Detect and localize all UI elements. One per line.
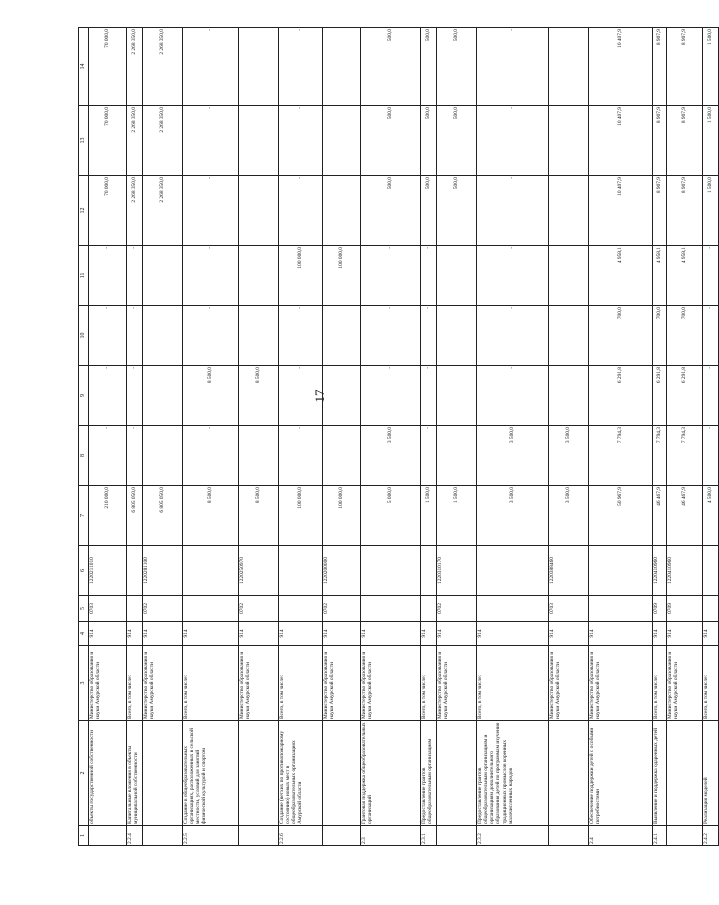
cell-no: 2.4.2	[702, 826, 718, 846]
cell-rzpr: 0703	[88, 596, 126, 622]
cell-c8	[238, 426, 278, 486]
cell-c11: -	[702, 246, 718, 306]
cell-no: 2.3.1	[420, 826, 436, 846]
cell-exec: Всего, в том числе:	[476, 646, 548, 721]
cell-c7: 3 500,0	[548, 486, 588, 546]
cell-c7: 100 000,0	[278, 486, 322, 546]
cell-c9: -	[278, 366, 322, 426]
cell-c7: 4 500,0	[702, 486, 718, 546]
budget-table-area	[78, 28, 714, 846]
cell-csr	[702, 546, 718, 596]
cell-grbs: 914	[182, 622, 238, 646]
cell-c12: 2 268 350,0	[126, 176, 142, 246]
cell-exec: Министерство образования и науки Амурской области	[238, 646, 278, 721]
cell-no: 2.4.1	[652, 826, 666, 846]
table-row	[588, 28, 652, 846]
cell-c9: -	[88, 366, 126, 426]
cell-c14: 2 268 350,0	[126, 28, 142, 106]
cell-c9: -	[702, 366, 718, 426]
cell-c8: 3 500,0	[476, 426, 548, 486]
cell-rzpr: 0702	[142, 596, 182, 622]
cell-grbs: 914	[142, 622, 182, 646]
cell-c11	[238, 246, 278, 306]
cell-c13	[238, 106, 278, 176]
cell-c11: -	[420, 246, 436, 306]
cell-c9: 8 500,0	[182, 366, 238, 426]
cell-c10: -	[182, 306, 238, 366]
cell-c13	[548, 106, 588, 176]
cell-exec: Всего, в том числе:	[702, 646, 718, 721]
cell-c12: 500,0	[436, 176, 476, 246]
table-row	[142, 28, 182, 846]
cell-c10: -	[702, 306, 718, 366]
page-number: 17	[312, 389, 327, 403]
cell-csr	[588, 546, 652, 596]
cell-c7: 3 500,0	[476, 486, 548, 546]
cell-c9	[436, 366, 476, 426]
cell-rzpr	[420, 596, 436, 622]
cell-c11: -	[126, 246, 142, 306]
cell-rzpr	[360, 596, 420, 622]
cell-csr: 1220211010	[88, 546, 126, 596]
header-cell: 13	[79, 106, 89, 176]
cell-c8	[322, 426, 360, 486]
cell-c8	[142, 426, 182, 486]
cell-exec: Министерство образования и науки Амурской области	[88, 646, 126, 721]
cell-name	[436, 721, 476, 826]
cell-c12: 2 268 350,0	[142, 176, 182, 246]
cell-no: 2.2.6	[278, 826, 322, 846]
header-row	[79, 28, 89, 846]
cell-name: Создание в общеобразовательных организациях, расположенных в сельской местности, условий для занятий физической культурой и спортом	[182, 721, 238, 826]
cell-name	[142, 721, 182, 826]
cell-c8: 7 794,3	[666, 426, 702, 486]
cell-grbs: 914	[238, 622, 278, 646]
cell-exec: Всего, в том числе:	[126, 646, 142, 721]
cell-c9: -	[126, 366, 142, 426]
cell-c14: -	[182, 28, 238, 106]
cell-name: Реализация моделей	[702, 721, 718, 826]
cell-c10	[238, 306, 278, 366]
cell-c13: -	[476, 106, 548, 176]
cell-c9: 6 291,8	[588, 366, 652, 426]
cell-c11	[436, 246, 476, 306]
cell-c11	[142, 246, 182, 306]
header-cell: 1	[79, 826, 89, 846]
cell-c14: -	[476, 28, 548, 106]
table-row	[436, 28, 476, 846]
cell-rzpr	[278, 596, 322, 622]
cell-c7: 50 967,9	[588, 486, 652, 546]
cell-c12: 500,0	[360, 176, 420, 246]
cell-no: 2.3.2	[476, 826, 548, 846]
table-row	[126, 28, 142, 846]
header-cell: 8	[79, 426, 89, 486]
header-cell: 11	[79, 246, 89, 306]
cell-c11: -	[182, 246, 238, 306]
cell-c13: 500,0	[360, 106, 420, 176]
cell-c8: 7 794,3	[588, 426, 652, 486]
cell-c7: 6 805 050,0	[126, 486, 142, 546]
cell-name: Капитальные вложения в объекты муниципальной собственности	[126, 721, 142, 826]
cell-name: объекты государственной собственности	[88, 721, 126, 826]
cell-c12	[548, 176, 588, 246]
cell-grbs: 914	[88, 622, 126, 646]
cell-c14: 500,0	[420, 28, 436, 106]
cell-c12: 8 907,9	[652, 176, 666, 246]
cell-no	[666, 826, 702, 846]
cell-name	[666, 721, 702, 826]
cell-c14	[322, 28, 360, 106]
header-cell: 7	[79, 486, 89, 546]
cell-c7: 46 467,9	[652, 486, 666, 546]
cell-no: 2.2.5	[182, 826, 238, 846]
cell-c11: -	[360, 246, 420, 306]
cell-c14: 2 268 350,0	[142, 28, 182, 106]
cell-c7: 6 805 050,0	[142, 486, 182, 546]
cell-csr	[420, 546, 436, 596]
table-row	[88, 28, 126, 846]
cell-c12: -	[182, 176, 238, 246]
cell-rzpr: 0702	[238, 596, 278, 622]
cell-c10	[436, 306, 476, 366]
cell-no	[548, 826, 588, 846]
cell-exec: Министерство образования и науки Амурской области	[360, 646, 420, 721]
cell-c12	[238, 176, 278, 246]
table-row	[238, 28, 278, 846]
cell-c9: -	[476, 366, 548, 426]
cell-c13: 70 000,0	[88, 106, 126, 176]
cell-c7: 210 000,0	[88, 486, 126, 546]
table-row	[420, 28, 436, 846]
cell-no	[436, 826, 476, 846]
cell-rzpr: 0709	[666, 596, 702, 622]
header-cell: 6	[79, 546, 89, 596]
cell-c9	[322, 366, 360, 426]
cell-c8	[436, 426, 476, 486]
cell-grbs: 914	[420, 622, 436, 646]
cell-csr	[126, 546, 142, 596]
table-row	[702, 28, 718, 846]
cell-exec: Министерство образования и науки Амурской области	[588, 646, 652, 721]
cell-c8: -	[88, 426, 126, 486]
cell-grbs: 914	[588, 622, 652, 646]
cell-exec: Министерство образования и науки Амурской области	[142, 646, 182, 721]
cell-grbs: 914	[652, 622, 666, 646]
cell-c13	[322, 106, 360, 176]
cell-c10: -	[360, 306, 420, 366]
cell-c7: 8 500,0	[238, 486, 278, 546]
cell-c7: 46 467,9	[666, 486, 702, 546]
cell-csr: 1220310170	[436, 546, 476, 596]
cell-c10: -	[278, 306, 322, 366]
cell-grbs: 914	[278, 622, 322, 646]
cell-c14: -	[278, 28, 322, 106]
cell-c11	[548, 246, 588, 306]
cell-c10: -	[420, 306, 436, 366]
cell-c10: -	[126, 306, 142, 366]
header-cell: 5	[79, 596, 89, 622]
cell-c13: 10 407,9	[588, 106, 652, 176]
cell-c13: 2 268 350,0	[126, 106, 142, 176]
cell-c9: -	[420, 366, 436, 426]
cell-c9: 6 291,8	[652, 366, 666, 426]
cell-rzpr	[702, 596, 718, 622]
cell-csr: 1220410960	[666, 546, 702, 596]
cell-c12: 8 907,9	[666, 176, 702, 246]
cell-csr: 1220200000	[322, 546, 360, 596]
cell-grbs: 914	[702, 622, 718, 646]
cell-csr: 1220410960	[652, 546, 666, 596]
cell-c7: 1 500,0	[436, 486, 476, 546]
cell-exec: Всего, в том числе:	[182, 646, 238, 721]
cell-c8: -	[182, 426, 238, 486]
cell-exec: Министерство образования и науки Амурской области	[322, 646, 360, 721]
table-row	[548, 28, 588, 846]
cell-c11: -	[476, 246, 548, 306]
cell-c8: 3 500,0	[548, 426, 588, 486]
table-row	[360, 28, 420, 846]
header-cell: 12	[79, 176, 89, 246]
cell-c11: -	[88, 246, 126, 306]
cell-c13: 500,0	[420, 106, 436, 176]
cell-name: Предоставление грантов общеобразовательным организациям	[420, 721, 436, 826]
cell-name: Создание (ветхих по противопожарному состоянию) новых мест в общеобразовательных организациях Амурской области	[278, 721, 322, 826]
cell-c14	[238, 28, 278, 106]
cell-exec: Всего, в том числе:	[278, 646, 322, 721]
cell-no	[322, 826, 360, 846]
cell-c10	[142, 306, 182, 366]
cell-c8: 3 500,0	[360, 426, 420, 486]
cell-c12: 1 500,0	[702, 176, 718, 246]
cell-c11: 100 000,0	[278, 246, 322, 306]
cell-c9: 8 500,0	[238, 366, 278, 426]
header-cell: 4	[79, 622, 89, 646]
cell-c14	[548, 28, 588, 106]
header-cell: 2	[79, 721, 89, 826]
cell-grbs: 914	[476, 622, 548, 646]
cell-exec: Министерство образования и науки Амурской области	[666, 646, 702, 721]
cell-c7: 1 500,0	[420, 486, 436, 546]
cell-exec: Всего, в том числе:	[652, 646, 666, 721]
cell-exec: Министерство образования и науки Амурской области	[548, 646, 588, 721]
cell-csr	[182, 546, 238, 596]
cell-name: Обеспечение поддержки детей с особыми потребностями	[588, 721, 652, 826]
cell-grbs: 914	[126, 622, 142, 646]
cell-csr	[278, 546, 322, 596]
cell-c11: 4 958,1	[666, 246, 702, 306]
cell-c14: 70 000,0	[88, 28, 126, 106]
cell-name: Выявление и поддержка одаренных детей	[652, 721, 666, 826]
cell-c10: -	[476, 306, 548, 366]
cell-c13: 500,0	[436, 106, 476, 176]
cell-name: Предоставление грантов общеобразовательным организациям и организациям дополнительного образования детей по программам изучения традиционных промыслов коренных малочисленных народов	[476, 721, 548, 826]
header-cell: 14	[79, 28, 89, 106]
cell-c10: 700,0	[666, 306, 702, 366]
cell-c12: -	[476, 176, 548, 246]
cell-c12: -	[278, 176, 322, 246]
cell-c10: 700,0	[588, 306, 652, 366]
cell-csr: 1220388460	[548, 546, 588, 596]
cell-name: Грантовая поддержка общеобразовательных организаций	[360, 721, 420, 826]
cell-no: 2.2.4	[126, 826, 142, 846]
cell-rzpr: 0703	[548, 596, 588, 622]
cell-c13: 2 268 350,0	[142, 106, 182, 176]
cell-csr	[476, 546, 548, 596]
table-row	[476, 28, 548, 846]
cell-grbs: 914	[360, 622, 420, 646]
cell-grbs: 914	[666, 622, 702, 646]
cell-no	[238, 826, 278, 846]
table-row	[182, 28, 238, 846]
cell-grbs: 914	[548, 622, 588, 646]
cell-c11: 4 958,1	[652, 246, 666, 306]
header-cell: 10	[79, 306, 89, 366]
cell-rzpr: 0702	[436, 596, 476, 622]
cell-c14: 8 907,9	[652, 28, 666, 106]
cell-c9: 6 291,8	[666, 366, 702, 426]
cell-c14: 8 907,9	[666, 28, 702, 106]
cell-no: 2.4	[588, 826, 652, 846]
cell-c8: -	[126, 426, 142, 486]
cell-c13: 8 907,9	[666, 106, 702, 176]
budget-table	[78, 27, 719, 846]
table-row	[322, 28, 360, 846]
cell-csr	[360, 546, 420, 596]
header-cell: 3	[79, 646, 89, 721]
cell-c8: -	[278, 426, 322, 486]
cell-c14: 10 407,9	[588, 28, 652, 106]
cell-c9	[548, 366, 588, 426]
cell-rzpr	[126, 596, 142, 622]
cell-c10: -	[88, 306, 126, 366]
cell-c13: 8 907,9	[652, 106, 666, 176]
cell-c11: 100 000,0	[322, 246, 360, 306]
cell-name	[548, 721, 588, 826]
cell-c8: -	[420, 426, 436, 486]
table-row	[666, 28, 702, 846]
cell-rzpr	[588, 596, 652, 622]
cell-name	[238, 721, 278, 826]
cell-exec: Министерство образования и науки Амурской области	[436, 646, 476, 721]
cell-c12: 70 000,0	[88, 176, 126, 246]
cell-rzpr: 0709	[652, 596, 666, 622]
header-cell: 9	[79, 366, 89, 426]
table-row	[652, 28, 666, 846]
cell-c13: -	[182, 106, 238, 176]
cell-c13: -	[278, 106, 322, 176]
cell-grbs: 914	[322, 622, 360, 646]
cell-rzpr	[182, 596, 238, 622]
cell-c13: 1 500,0	[702, 106, 718, 176]
cell-c9: -	[360, 366, 420, 426]
cell-c12: 500,0	[420, 176, 436, 246]
cell-c7: 8 500,0	[182, 486, 238, 546]
cell-c12	[322, 176, 360, 246]
cell-rzpr	[476, 596, 548, 622]
cell-exec: Всего, в том числе:	[420, 646, 436, 721]
cell-csr: 1220281100	[142, 546, 182, 596]
table-body	[88, 28, 718, 846]
cell-c9	[142, 366, 182, 426]
cell-c10: 700,0	[652, 306, 666, 366]
cell-no: 2.3	[360, 826, 420, 846]
cell-c14: 1 500,0	[702, 28, 718, 106]
cell-no	[88, 826, 126, 846]
cell-rzpr: 0702	[322, 596, 360, 622]
cell-c8: 7 794,3	[652, 426, 666, 486]
cell-c7: 100 000,0	[322, 486, 360, 546]
cell-c10	[322, 306, 360, 366]
cell-c8: -	[702, 426, 718, 486]
cell-c7: 5 000,0	[360, 486, 420, 546]
cell-c14: 500,0	[436, 28, 476, 106]
cell-no	[142, 826, 182, 846]
table-row	[278, 28, 322, 846]
cell-csr: 1220250970	[238, 546, 278, 596]
cell-c14: 500,0	[360, 28, 420, 106]
cell-name	[322, 721, 360, 826]
cell-c10	[548, 306, 588, 366]
cell-grbs: 914	[436, 622, 476, 646]
cell-c12: 10 407,9	[588, 176, 652, 246]
cell-c11: 4 958,1	[588, 246, 652, 306]
